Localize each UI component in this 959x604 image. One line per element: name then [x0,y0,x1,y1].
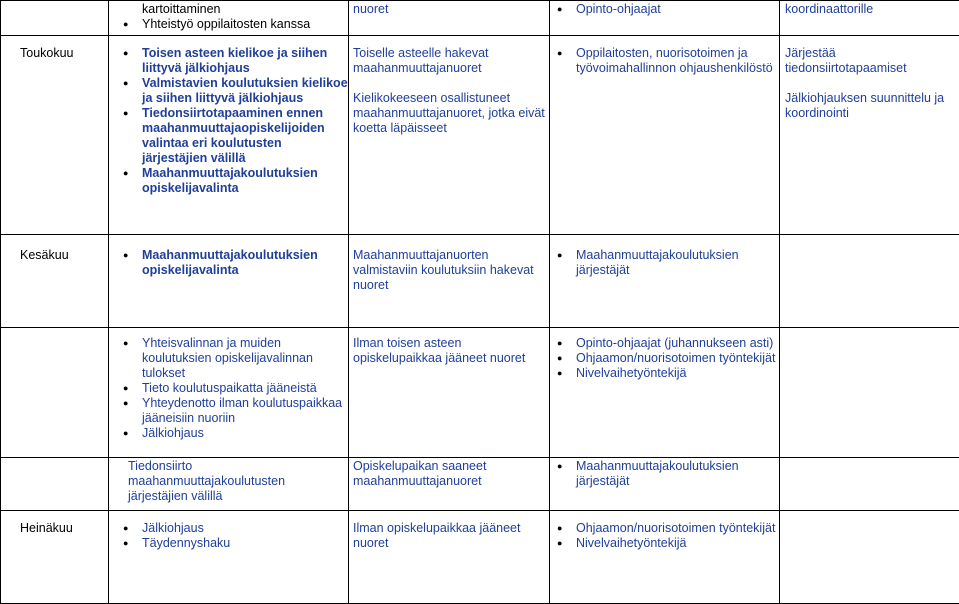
list-item: ● Ohjaamon/nuorisotoimen työntekijät [550,351,779,366]
actors-cell [550,36,780,235]
activities-cell [109,36,349,235]
table-row [1,36,959,235]
list-item: ● Tiedonsiirtotapaaminen ennen maahanmuuttajaopiskelijoiden valintaa eri koulutusten järjestäjien välillä [116,106,348,166]
activities-cell [109,458,349,511]
list-item: ● Toisen asteen kielikoe ja siihen liittyvä jälkiohjaus [116,46,348,76]
actors-cell [550,328,780,458]
month-cell [1,458,109,511]
target-text: nuoret [353,2,549,17]
list-item: ● Maahanmuuttajakoulutuksien opiskelijavalinta [116,166,348,196]
target-cell [349,511,550,604]
activity-text: kartoittaminen [116,2,348,17]
target-text: Maahanmuuttajanuorten valmistaviin koulutuksiin hakevat nuoret [353,248,549,293]
list-item: ● Oppilaitosten, nuorisotoimen ja työvoimahallinnon ohjaushenkilöstö [550,46,779,76]
table-row [1,328,959,458]
list-item: ● Valmistavien koulutuksien kielikoe ja siihen liittyvä jälkiohjaus [116,76,348,106]
target-cell [349,458,550,511]
list-item: ● Nivelvaihetyöntekijä [550,536,779,551]
target-text: Toiselle asteelle hakevat maahanmuuttajanuoret [353,46,549,76]
target-cell [349,235,550,328]
target-text: Opiskelupaikan saaneet maahanmuuttajanuoret [353,459,549,489]
list-item: ● Täydennyshaku [116,536,348,551]
actors-cell [550,458,780,511]
list-item: ● Maahanmuuttajakoulutuksien järjestäjät [550,248,779,278]
month-cell: Kesäkuu [1,235,109,328]
list-item: ● Maahanmuuttajakoulutuksien järjestäjät [550,459,779,489]
target-cell [349,328,550,458]
coordination-cell [780,36,959,235]
list-item: ● Yhteydenotto ilman koulutuspaikkaa jääneisiin nuoriin [116,396,348,426]
target-cell [349,36,550,235]
list-item: ● Nivelvaihetyöntekijä [550,366,779,381]
coordination-cell [780,235,959,328]
activities-cell [109,235,349,328]
list-item: ● Tieto koulutuspaikatta jääneistä [116,381,348,396]
list-item: ● Opinto-ohjaajat (juhannukseen asti) [550,336,779,351]
month-cell [1,328,109,458]
table-row [1,235,959,328]
table-row [1,458,959,511]
activities-cell [109,511,349,604]
table-row [1,511,959,604]
target-cell [349,1,550,36]
activities-cell [109,1,349,36]
target-text: Ilman opiskelupaikkaa jääneet nuoret [353,521,549,551]
list-item: ● Jälkiohjaus [116,426,348,441]
coordination-text: Järjestää tiedonsiirtotapaamiset [785,46,959,76]
coordination-cell [780,511,959,604]
activity-text: Tiedonsiirto maahanmuuttajakoulutusten järjestäjien välillä [128,459,348,504]
list-item: ● Maahanmuuttajakoulutuksien opiskelijavalinta [116,248,348,278]
coordination-cell [780,328,959,458]
target-text: Kielikokeeseen osallistuneet maahanmuuttajanuoret, jotka eivät koetta läpäisseet [353,91,549,136]
coordination-cell [780,1,959,36]
month-cell: Heinäkuu [1,511,109,604]
month-cell: Toukokuu [1,36,109,235]
list-item: ● Opinto-ohjaajat [550,2,779,17]
coordination-text: Jälkiohjauksen suunnittelu ja koordinointi [785,91,959,121]
month-cell [1,1,109,36]
list-item: ● Yhteisvalinnan ja muiden koulutuksien opiskelijavalinnan tulokset [116,336,348,381]
actors-cell [550,1,780,36]
actors-cell [550,511,780,604]
activities-cell [109,328,349,458]
list-item: ● Yhteistyö oppilaitosten kanssa [116,17,348,32]
list-item: ● Ohjaamon/nuorisotoimen työntekijät [550,521,779,536]
table-row [1,1,959,36]
target-text: Ilman toisen asteen opiskelupaikkaa jääneet nuoret [353,336,549,366]
list-item: ● Jälkiohjaus [116,521,348,536]
coordination-cell [780,458,959,511]
actors-cell [550,235,780,328]
coordination-text: koordinaattorille [785,2,959,17]
